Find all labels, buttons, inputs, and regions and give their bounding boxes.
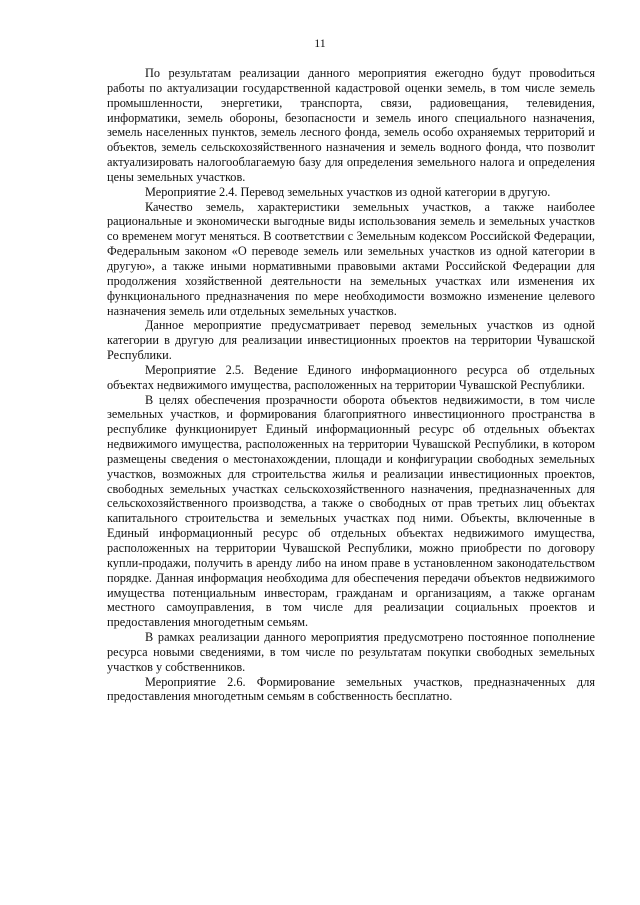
page-number: 11 [314, 36, 326, 50]
document-body [107, 66, 595, 704]
paragraph-measure-2-4-heading: Мероприятие 2.4. Перевод земельных участков из одной категории в другую. [145, 184, 551, 199]
paragraph-measure-2-6-heading: Мероприятие 2.6. Формирование земельных участков, предназначенных для предоставления многодетным семьям в собственность бесплатно. [107, 674, 595, 704]
paragraph-resource-updates: В рамках реализации данного мероприятия предусмотрено постоянное пополнение ресурса новыми сведениями, в том числе по результатам покупки свободных земельных участков у собственников. [107, 630, 595, 674]
paragraph-measure-2-4-description: Данное мероприятие предусматривает перевод земельных участков из одной категории в другую для реализации инвестиционных проектов на территории Чувашской Республики. [107, 318, 595, 363]
paragraph-land-valuation: По результатам реализации данного мероприятия ежегодно будут провоdиться работы по актуализации государственной кадастровой оценки земель, в том числе земель промышленности, энергетики, транспорта, связи, радиовещания, телевидения, информатики, земель обороны, безопасности и земель иного специального назначения, земель населенных пунктов, земель лесного фонда, земель особо охраняемых территорий и объектов, земель сельскохозяйственного назначения и земель водного фонда, что позволит актуализировать налогооблагаемую базу для определения земельного налога и определения цены земельных участков. [107, 66, 595, 184]
paragraph-measure-2-5-heading: Мероприятие 2.5. Ведение Единого информационного ресурса об отдельных объектах недвижимого имущества, расположенных на территории Чувашской Республики. [107, 362, 595, 392]
paragraph-land-quality: Качество земель, характеристики земельных участков, а также наиболее рациональные и экономически выгодные виды использования земель и земельных участков со временем могут меняться. В соответствии с Земельным кодексом Российской Федерации, Федеральным законом «О переводе земель или земельных участков из одной категории в другую», а также иными нормативными правовыми актами Российской Федерации для продолжения хозяйственной деятельности на земельных участках или изменения их функционального предназначения по мере необходимости возможно изменение целевого назначения земель или отдельных земельных участков. [107, 199, 595, 318]
paragraph-information-resource: В целях обеспечения прозрачности оборота объектов недвижимости, в том числе земельных участков, и формирования благоприятного инвестиционного пространства в республике функционирует Единый информационный ресурс об отдельных объектах недвижимого имущества, расположенных на территории Чувашской Республики, в котором размещены сведения о местонахождении, площади и конфигурации свободных земельных участков, возможных для строительства жилья и реализации инвестиционных проектов, свободных земельных участках сельскохозяйственного назначения, предназначенных для сельскохозяйственного производства, а также о свободных от прав третьих лиц объектах капитального строительства и земельных участках под ними. Объекты, включенные в Единый информационный ресурс об отдельных объектах недвижимого имущества, расположенных на территории Чувашской Республики, можно приобрести по договору купли-продажи, получить в аренду либо на ином праве в установленном законодательством порядке. Данная информация необходима для обеспечения передачи объектов недвижимого имущества потенциальным инвесторам, гражданам и организациям, а также органам местного самоуправления, в том числе для реализации социальных проектов и предоставления многодетным семьям. [107, 392, 595, 630]
